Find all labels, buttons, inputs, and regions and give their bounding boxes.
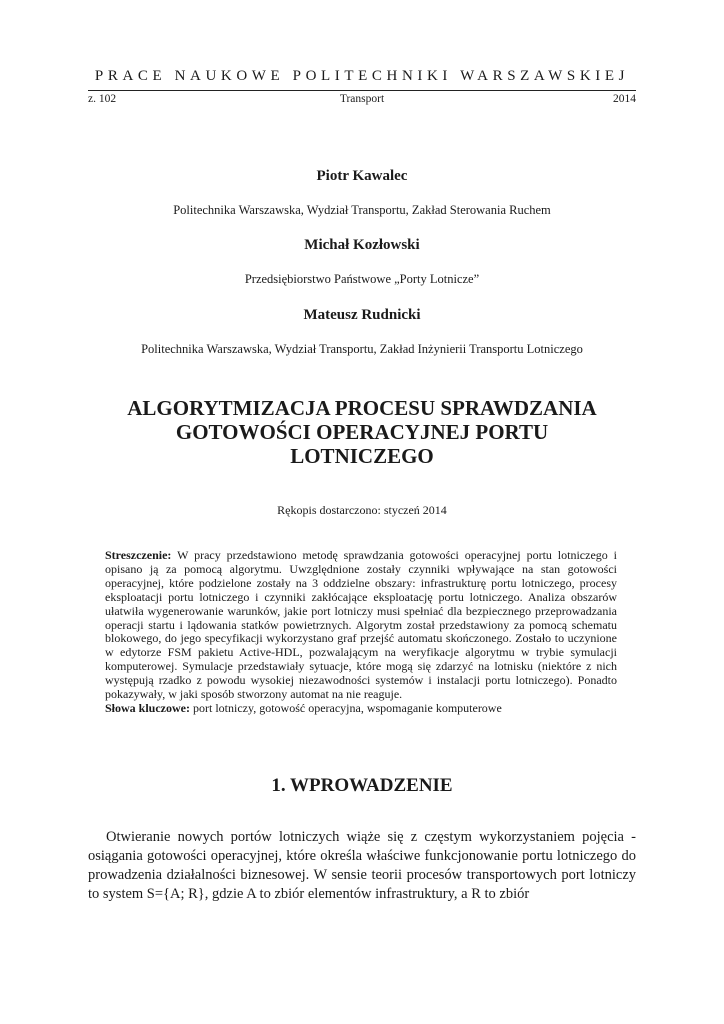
journal-title: PRACE NAUKOWE POLITECHNIKI WARSZAWSKIEJ — [94, 68, 630, 84]
author-name: Piotr Kawalec — [316, 168, 408, 184]
abstract-text: W pracy przedstawiono metodę sprawdzania gotowości operacyjnej portu lotniczego i opisano ją za pomocą algorytmu. Uwzględnione zostały czynniki wpływające na stan gotowości operacyjnej, które podzielone zostały na 3 oddzielne obszary: infrastrukturę portu lotniczego, procesy eksploatacji portu lotniczego i czynniki zakłócające eksploatację portu lotniczego. Analiza obszarów ułatwiła wygenerowanie warunków, jakie port lotniczy musi spełniać dla bezpiecznego przeprowadzania operacji startu i lądowania statków powietrznych. Algorytm został przedstawiony za pomocą schematu blokowego, do jego specyfikacji wykorzystano graf przejść automatu skończonego. Zostało to uczynione w edytorze FSM pakietu Active-HDL, pozwalającym na weryfikacje algorytmu w trybie symulacji komputerowej. Symulacje przedstawiały sytuacje, które mogą się zdarzyć na lotnisku (niektóre z nich występują rzadko z powodu wysokiej niezawodności systemów i instalacji portu lotniczego). Ponadto pokazywały, w jaki sposób stworzony automat na nie reaguje. — [105, 548, 617, 702]
author-name: Michał Kozłowski — [304, 237, 420, 253]
volume-number: z. 102 — [88, 93, 117, 105]
keywords-label: Słowa kluczowe: — [105, 700, 190, 715]
author-affiliation: Politechnika Warszawska, Wydział Transportu, Zakład Inżynierii Transportu Lotniczego — [141, 342, 583, 356]
keywords-line — [105, 702, 617, 716]
author-affiliation: Politechnika Warszawska, Wydział Transportu, Zakład Sterowania Ruchem — [173, 203, 551, 217]
paper-title: ALGORYTMIZACJA PROCESU SPRAWDZANIA GOTOWOŚCI OPERACYJNEJ PORTU LOTNICZEGO — [127, 396, 597, 468]
abstract — [105, 549, 617, 716]
publication-year: 2014 — [613, 93, 636, 105]
abstract-label: Streszczenie: — [105, 548, 172, 562]
author-name: Mateusz Rudnicki — [303, 307, 421, 323]
keywords-text: port lotniczy, gotowość operacyjna, wspomaganie komputerowe — [193, 700, 502, 715]
header-rule — [88, 90, 636, 91]
author-affiliation: Przedsiębiorstwo Państwowe „Porty Lotnicze” — [244, 272, 480, 286]
body-paragraph: Otwieranie nowych portów lotniczych wiąże się z częstym wykorzystaniem pojęcia - osiągania gotowości operacyjnej, które określa właściwe funkcjonowanie portu lotniczego do prowadzenia działalności biznesowej. W sensie teorii procesów transportowych port lotniczy to system S={A; R}, gdzie A to zbiór elementów infrastruktury, a R to zbiór — [88, 829, 636, 902]
abstract-paragraph — [105, 549, 617, 702]
received-date: Rękopis dostarczono: styczeń 2014 — [277, 503, 447, 517]
series-name: Transport — [339, 93, 385, 105]
section-heading: 1. WPROWADZENIE — [271, 775, 453, 796]
